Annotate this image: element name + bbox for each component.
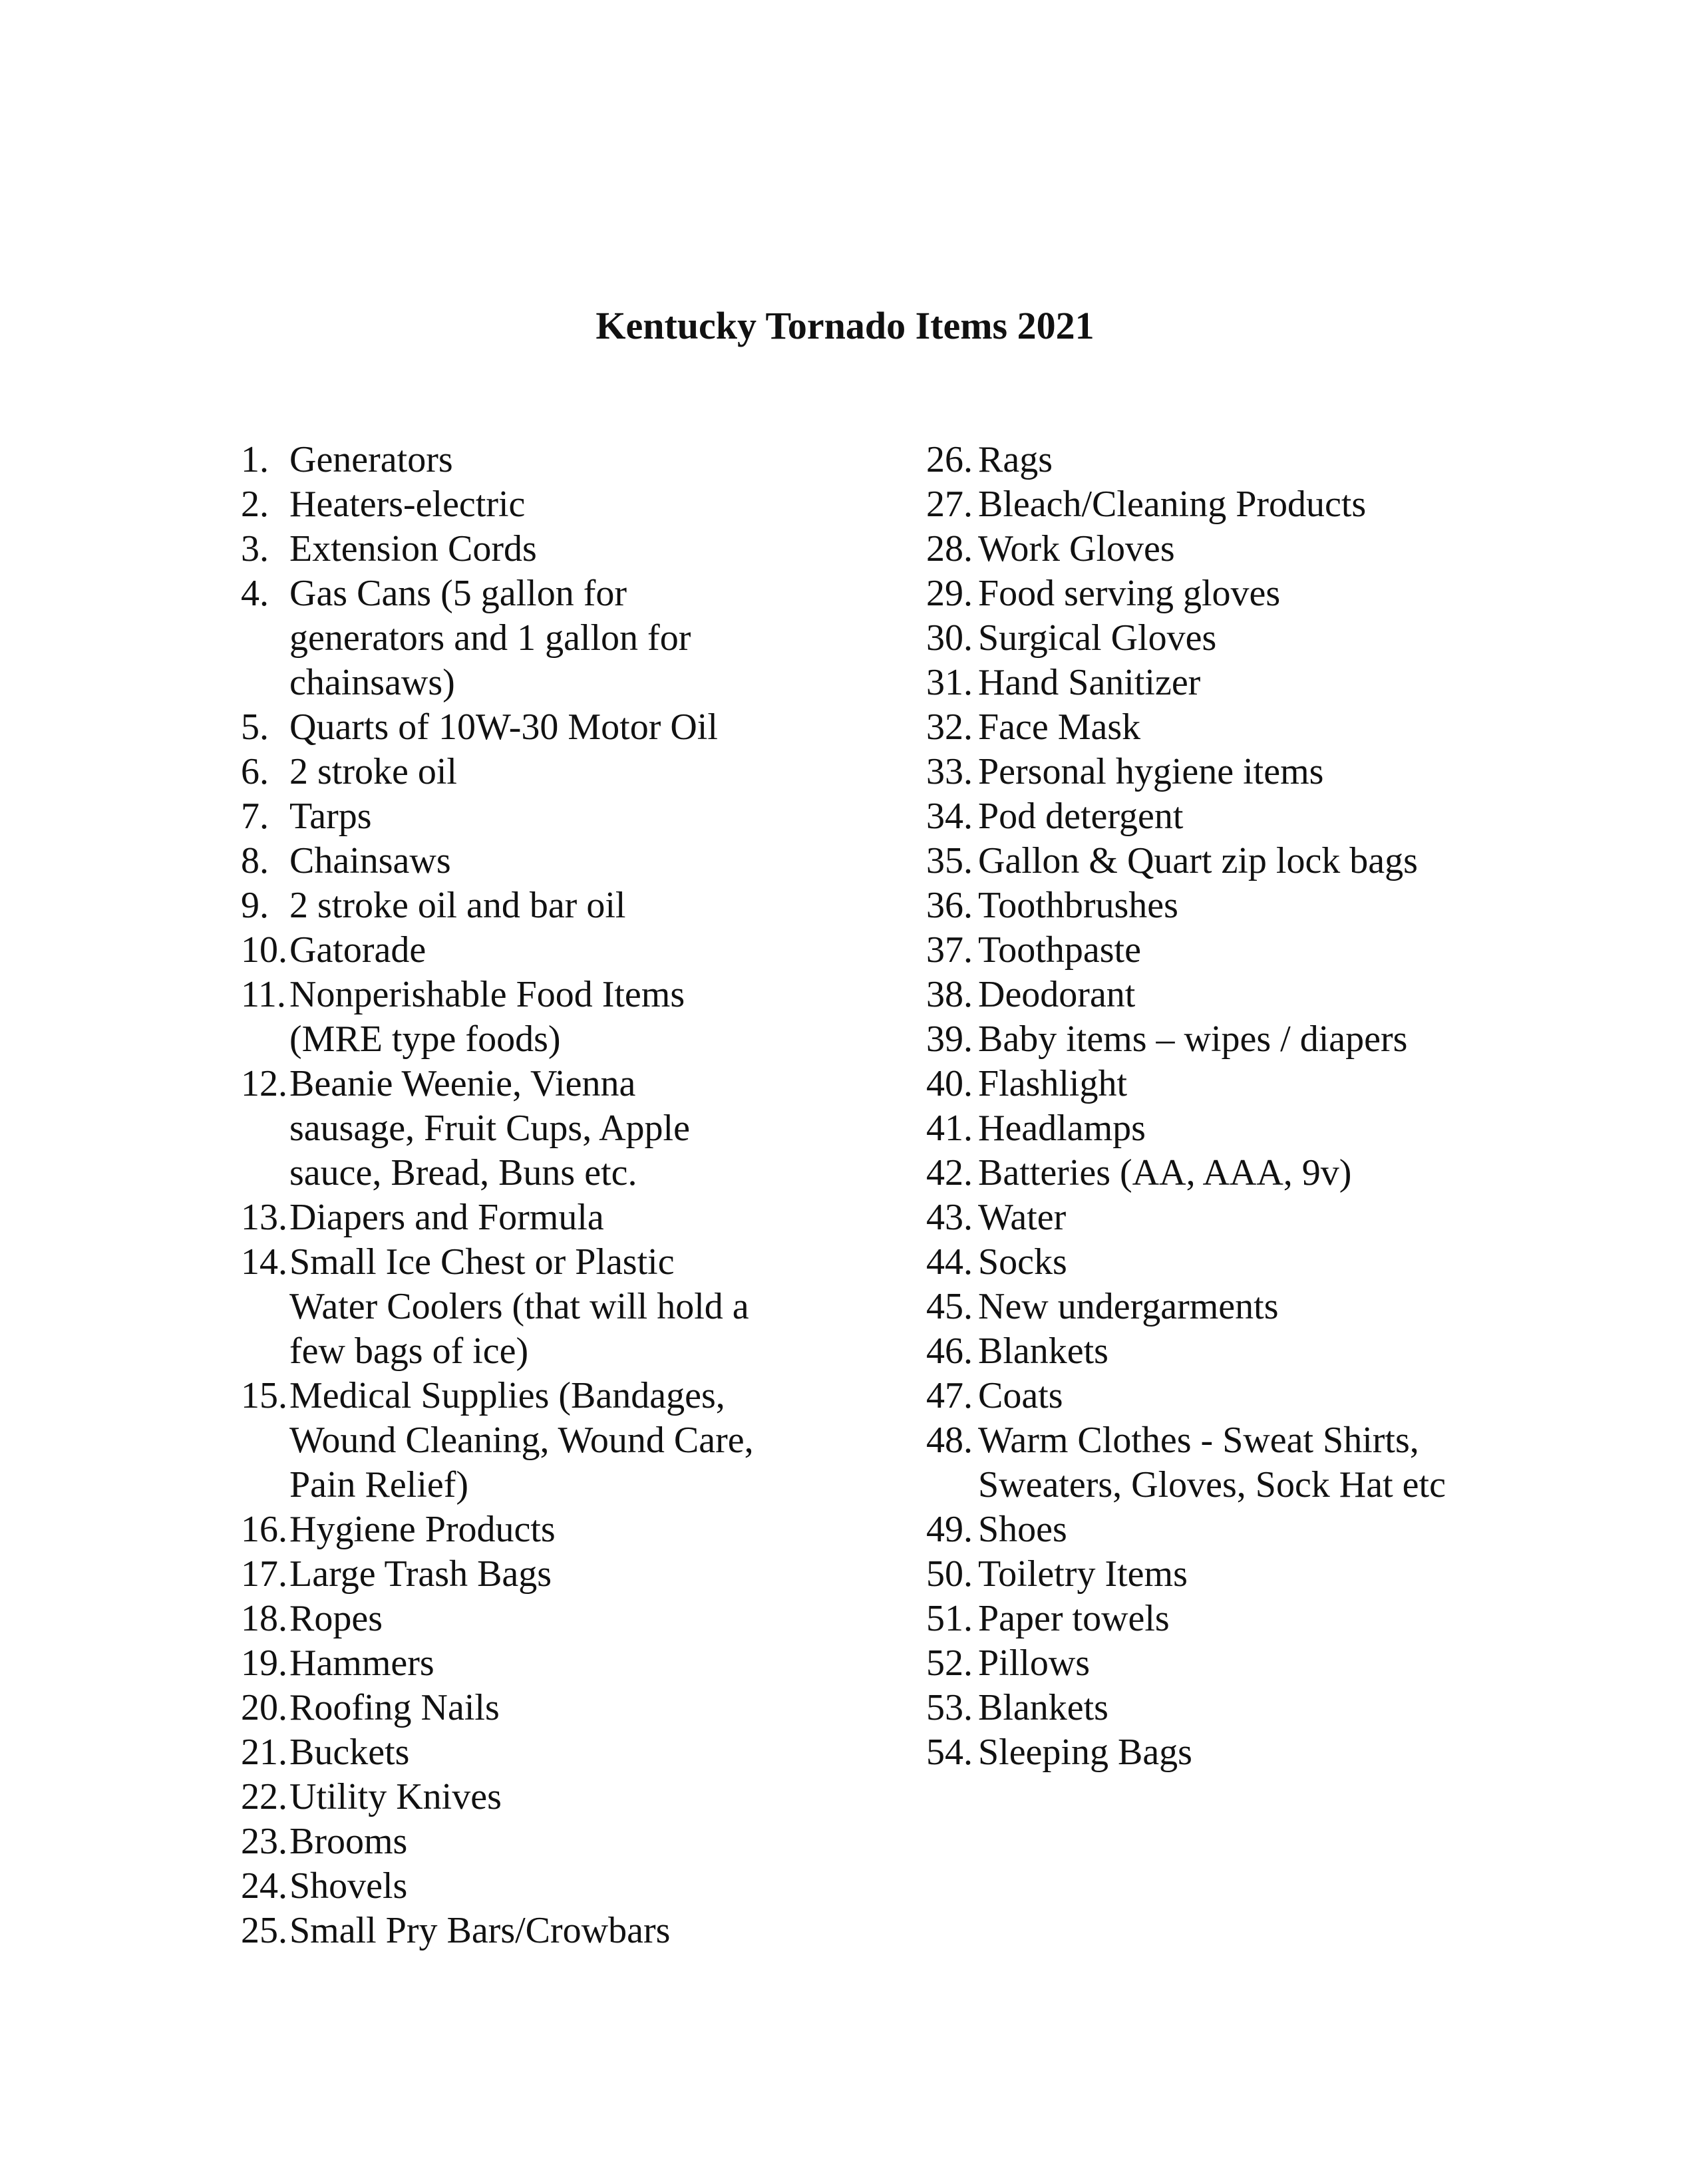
- item-text: Roofing Nails: [289, 1687, 500, 1728]
- item-text: Bleach/Cleaning Products: [978, 484, 1367, 525]
- item-text: Gas Cans (5 gallon for generators and 1 gallon for chainsaws): [289, 573, 691, 703]
- list-item: [241, 1686, 939, 1730]
- item-text: Heaters-electric: [289, 484, 526, 525]
- item-text: Flashlight: [978, 1063, 1128, 1104]
- item-number: 27.: [926, 484, 973, 525]
- list-item: [926, 1730, 1671, 1775]
- list-item: [926, 1329, 1671, 1374]
- item-number: 36.: [926, 885, 973, 926]
- item-number: 11.: [241, 974, 286, 1015]
- item-text: Rags: [978, 439, 1053, 480]
- item-number: 7.: [241, 796, 269, 837]
- item-text: Batteries (AA, AAA, 9v): [978, 1152, 1352, 1193]
- list-item: [926, 1686, 1671, 1730]
- list-item: [926, 482, 1671, 527]
- list-item: [926, 1017, 1671, 1062]
- item-number: 17.: [241, 1553, 287, 1595]
- item-text: Chainsaws: [289, 840, 451, 881]
- item-text: Gallon & Quart zip lock bags: [978, 840, 1418, 881]
- item-text: Toothbrushes: [978, 885, 1178, 926]
- page-title: Kentucky Tornado Items 2021: [595, 304, 1095, 347]
- item-text: Beanie Weenie, Vienna sausage, Fruit Cups, Apple sauce, Bread, Buns etc.: [289, 1063, 690, 1193]
- item-number: 22.: [241, 1776, 287, 1817]
- item-number: 39.: [926, 1018, 973, 1060]
- item-text: Warm Clothes - Sweat Shirts, Sweaters, Gloves, Sock Hat etc: [978, 1420, 1446, 1505]
- list-item: [926, 928, 1671, 973]
- list-item: [241, 705, 939, 750]
- item-text: Shovels: [289, 1865, 408, 1907]
- list-item: [926, 1507, 1671, 1552]
- item-text: Blankets: [978, 1687, 1108, 1728]
- item-text: Toothpaste: [978, 929, 1141, 971]
- item-text: Food serving gloves: [978, 573, 1281, 614]
- item-text: Medical Supplies (Bandages, Wound Cleaning, Wound Care, Pain Relief): [289, 1375, 754, 1505]
- list-item: [926, 1597, 1671, 1641]
- item-number: 6.: [241, 751, 269, 792]
- item-number: 19.: [241, 1642, 287, 1684]
- item-text: Toiletry Items: [978, 1553, 1188, 1595]
- item-number: 38.: [926, 974, 973, 1015]
- item-number: 30.: [926, 617, 973, 659]
- list-item: [926, 973, 1671, 1017]
- item-text: Quarts of 10W-30 Motor Oil: [289, 706, 718, 748]
- item-number: 20.: [241, 1687, 287, 1728]
- list-item: [926, 1374, 1671, 1418]
- item-text: Tarps: [289, 796, 372, 837]
- item-text: Paper towels: [978, 1598, 1170, 1639]
- items-list-right: [926, 438, 1671, 1775]
- item-text: Diapers and Formula: [289, 1197, 604, 1238]
- item-number: 23.: [241, 1821, 287, 1862]
- item-number: 49.: [926, 1509, 973, 1550]
- item-text: Personal hygiene items: [978, 751, 1324, 792]
- list-item: [241, 438, 939, 482]
- list-item: [241, 839, 939, 883]
- item-number: 35.: [926, 840, 973, 881]
- item-number: 9.: [241, 885, 269, 926]
- item-number: 31.: [926, 662, 973, 703]
- item-text: Shoes: [978, 1509, 1067, 1550]
- item-number: 12.: [241, 1063, 287, 1104]
- item-text: New undergarments: [978, 1286, 1279, 1327]
- list-item: [241, 1597, 939, 1641]
- item-number: 42.: [926, 1152, 973, 1193]
- list-item: [926, 1641, 1671, 1686]
- list-item: [241, 973, 939, 1062]
- item-text: Gatorade: [289, 929, 426, 971]
- item-number: 45.: [926, 1286, 973, 1327]
- list-item: [926, 794, 1671, 839]
- list-item: [241, 1374, 939, 1507]
- item-text: Extension Cords: [289, 528, 537, 569]
- item-number: 46.: [926, 1330, 973, 1372]
- item-text: Work Gloves: [978, 528, 1175, 569]
- item-number: 43.: [926, 1197, 973, 1238]
- list-item: [926, 1106, 1671, 1151]
- list-item: [926, 1552, 1671, 1597]
- item-number: 53.: [926, 1687, 973, 1728]
- item-text: Face Mask: [978, 706, 1141, 748]
- item-number: 24.: [241, 1865, 287, 1907]
- list-item: [241, 750, 939, 794]
- item-number: 41.: [926, 1108, 973, 1149]
- list-item: [241, 1909, 939, 1953]
- list-item: [241, 1864, 939, 1909]
- item-number: 32.: [926, 706, 973, 748]
- item-number: 29.: [926, 573, 973, 614]
- item-text: Small Pry Bars/Crowbars: [289, 1910, 671, 1951]
- item-number: 21.: [241, 1732, 287, 1773]
- item-number: 28.: [926, 528, 973, 569]
- item-number: 1.: [241, 439, 269, 480]
- item-number: 13.: [241, 1197, 287, 1238]
- item-number: 40.: [926, 1063, 973, 1104]
- list-item: [241, 1507, 939, 1552]
- list-item: [241, 527, 939, 571]
- item-text: Generators: [289, 439, 453, 480]
- item-text: Blankets: [978, 1330, 1108, 1372]
- item-number: 37.: [926, 929, 973, 971]
- list-item: [241, 1195, 939, 1240]
- list-item: [241, 571, 939, 705]
- list-item: [926, 839, 1671, 883]
- item-text: Nonperishable Food Items (MRE type foods): [289, 974, 685, 1060]
- item-number: 18.: [241, 1598, 287, 1639]
- item-number: 3.: [241, 528, 269, 569]
- list-item: [241, 482, 939, 527]
- list-item: [241, 1240, 939, 1374]
- item-text: Pillows: [978, 1642, 1091, 1684]
- list-item: [926, 571, 1671, 616]
- list-item: [926, 616, 1671, 661]
- item-text: Hammers: [289, 1642, 434, 1684]
- item-text: Brooms: [289, 1821, 408, 1862]
- list-item: [926, 1062, 1671, 1106]
- item-number: 25.: [241, 1910, 287, 1951]
- item-number: 8.: [241, 840, 269, 881]
- item-text: Ropes: [289, 1598, 383, 1639]
- item-number: 33.: [926, 751, 973, 792]
- item-number: 34.: [926, 796, 973, 837]
- list-item: [926, 1285, 1671, 1329]
- list-item: [926, 1418, 1671, 1507]
- list-item: [926, 1195, 1671, 1240]
- list-item: [926, 705, 1671, 750]
- list-item: [241, 1552, 939, 1597]
- item-number: 14.: [241, 1241, 287, 1283]
- list-item: [241, 1775, 939, 1819]
- list-item: [241, 1062, 939, 1195]
- list-item: [926, 438, 1671, 482]
- list-item: [241, 794, 939, 839]
- item-text: Large Trash Bags: [289, 1553, 552, 1595]
- list-item: [241, 883, 939, 928]
- item-text: Buckets: [289, 1732, 410, 1773]
- item-text: Hygiene Products: [289, 1509, 556, 1550]
- item-number: 5.: [241, 706, 269, 748]
- item-text: Pod detergent: [978, 796, 1184, 837]
- item-number: 16.: [241, 1509, 287, 1550]
- list-item: [241, 1730, 939, 1775]
- list-item: [241, 928, 939, 973]
- list-item: [926, 750, 1671, 794]
- item-number: 2.: [241, 484, 269, 525]
- item-text: Surgical Gloves: [978, 617, 1217, 659]
- list-item: [926, 661, 1671, 705]
- item-text: Socks: [978, 1241, 1067, 1283]
- item-number: 50.: [926, 1553, 973, 1595]
- item-text: 2 stroke oil: [289, 751, 457, 792]
- item-text: Headlamps: [978, 1108, 1146, 1149]
- list-item: [926, 1240, 1671, 1285]
- item-text: Sleeping Bags: [978, 1732, 1192, 1773]
- item-number: 52.: [926, 1642, 973, 1684]
- item-text: Utility Knives: [289, 1776, 502, 1817]
- item-number: 26.: [926, 439, 973, 480]
- item-text: Water: [978, 1197, 1067, 1238]
- item-number: 15.: [241, 1375, 287, 1416]
- item-text: Coats: [978, 1375, 1063, 1416]
- list-item: [241, 1641, 939, 1686]
- item-text: Deodorant: [978, 974, 1136, 1015]
- item-number: 44.: [926, 1241, 973, 1283]
- item-text: 2 stroke oil and bar oil: [289, 885, 626, 926]
- item-number: 48.: [926, 1420, 973, 1461]
- item-number: 54.: [926, 1732, 973, 1773]
- item-text: Hand Sanitizer: [978, 662, 1201, 703]
- item-number: 51.: [926, 1598, 973, 1639]
- list-item: [241, 1819, 939, 1864]
- item-number: 47.: [926, 1375, 973, 1416]
- item-text: Baby items – wipes / diapers: [978, 1018, 1408, 1060]
- list-item: [926, 1151, 1671, 1195]
- item-number: 4.: [241, 573, 269, 614]
- list-item: [926, 883, 1671, 928]
- item-number: 10.: [241, 929, 287, 971]
- list-item: [926, 527, 1671, 571]
- item-text: Small Ice Chest or Plastic Water Coolers (that will hold a few bags of ice): [289, 1241, 749, 1372]
- items-list-left: [241, 438, 939, 1953]
